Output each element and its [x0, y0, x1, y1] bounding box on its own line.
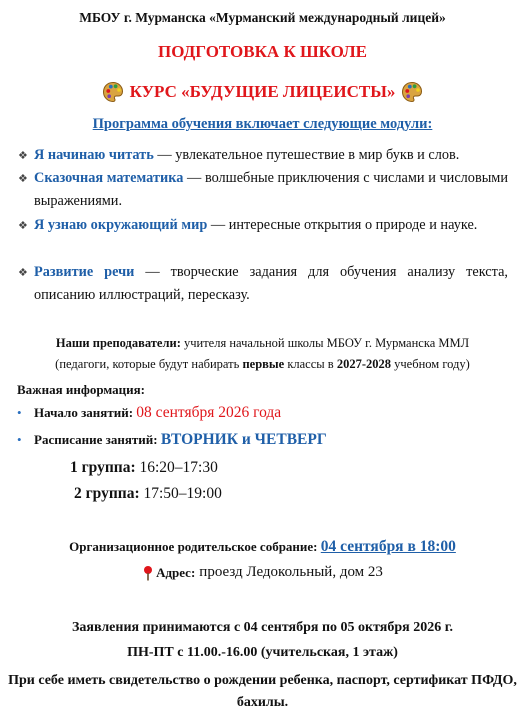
module-description: — творческие задания для обучения анализу текста, описанию иллюстраций, пересказу.: [34, 264, 508, 303]
office-hours: ПН-ПТ с 11.00.-16.00 (учительская, 1 этаж): [127, 645, 398, 660]
group-1-row: [70, 459, 218, 477]
diamond-bullet-icon: ❖: [18, 150, 28, 162]
applications-period: Заявления принимаются с 04 сентября по 05 октября 2026 г.: [71, 620, 453, 635]
module-item: [18, 167, 508, 213]
module-name: Я начинаю читать: [34, 147, 154, 163]
module-item: [18, 144, 508, 168]
module-name: Сказочная математика: [34, 170, 184, 186]
start-label: Начало занятий:: [34, 405, 134, 420]
teachers-block: [0, 333, 525, 375]
meeting-row: [0, 538, 525, 556]
meeting-value: 04 сентября в 18:00: [320, 538, 456, 555]
school-name: МБОУ г. Мурманска «Мурманский международный лицей»: [79, 10, 446, 25]
course-title-row: [0, 81, 525, 103]
module-item: [18, 261, 508, 307]
required-documents: При себе иметь свидетельство о рождении ребенка, паспорт, сертификат ПФДО, бахилы.: [8, 673, 517, 710]
teachers-label: Наши преподаватели:: [55, 336, 181, 350]
teachers-note-year: 2027-2028: [336, 357, 392, 371]
diamond-bullet-icon: ❖: [18, 267, 28, 279]
palette-icon: [401, 81, 423, 103]
modules-heading: Программа обучения включает следующие модули:: [92, 116, 433, 132]
schedule-label: Расписание занятий:: [34, 432, 158, 447]
meeting-label: Организационное родительское собрание:: [69, 539, 318, 554]
preparation-title: ПОДГОТОВКА К ШКОЛЕ: [158, 42, 367, 61]
schedule-value: ВТОРНИК и ЧЕТВЕРГ: [160, 431, 327, 448]
teachers-note-mid: классы в: [284, 357, 337, 371]
module-description: — волшебные приключения с числами и числовыми выражениями.: [34, 170, 509, 209]
address-label: Адрес:: [156, 564, 196, 580]
module-description: — интересные открытия о природе и науке.: [207, 217, 478, 233]
group-1-label: 1 группа:: [70, 459, 136, 476]
address-value: проезд Ледокольный, дом 23: [199, 564, 383, 580]
bullet-icon: •: [17, 405, 22, 420]
pin-icon: [142, 565, 154, 581]
diamond-bullet-icon: ❖: [18, 173, 28, 185]
teachers-note-first: первые: [242, 357, 285, 371]
module-name: Развитие речи: [34, 264, 135, 280]
module-description: — увлекательное путешествие в мир букв и слов.: [153, 147, 460, 163]
teachers-note-start: (педагоги, которые будут набирать: [55, 357, 243, 371]
palette-icon: [102, 81, 124, 103]
group-1-time: 16:20–17:30: [139, 459, 218, 476]
group-2-time: 17:50–19:00: [143, 485, 222, 502]
course-title: КУРС «БУДУЩИЕ ЛИЦЕИСТЫ»: [129, 82, 396, 101]
diamond-bullet-icon: ❖: [18, 220, 28, 232]
bullet-icon: •: [17, 432, 22, 447]
group-2-row: [74, 485, 222, 503]
important-heading: Важная информация:: [17, 382, 145, 397]
teachers-text: учителя начальной школы МБОУ г. Мурманска ММЛ: [180, 336, 470, 350]
module-name: Я узнаю окружающий мир: [34, 217, 208, 233]
start-value: 08 сентября 2026 года: [136, 404, 282, 421]
address-row: [0, 564, 525, 581]
teachers-note-end: учебном году): [391, 357, 470, 371]
group-2-label: 2 группа:: [74, 485, 140, 502]
start-date-row: [17, 404, 281, 422]
module-item: [18, 214, 508, 238]
schedule-row: [17, 431, 327, 449]
